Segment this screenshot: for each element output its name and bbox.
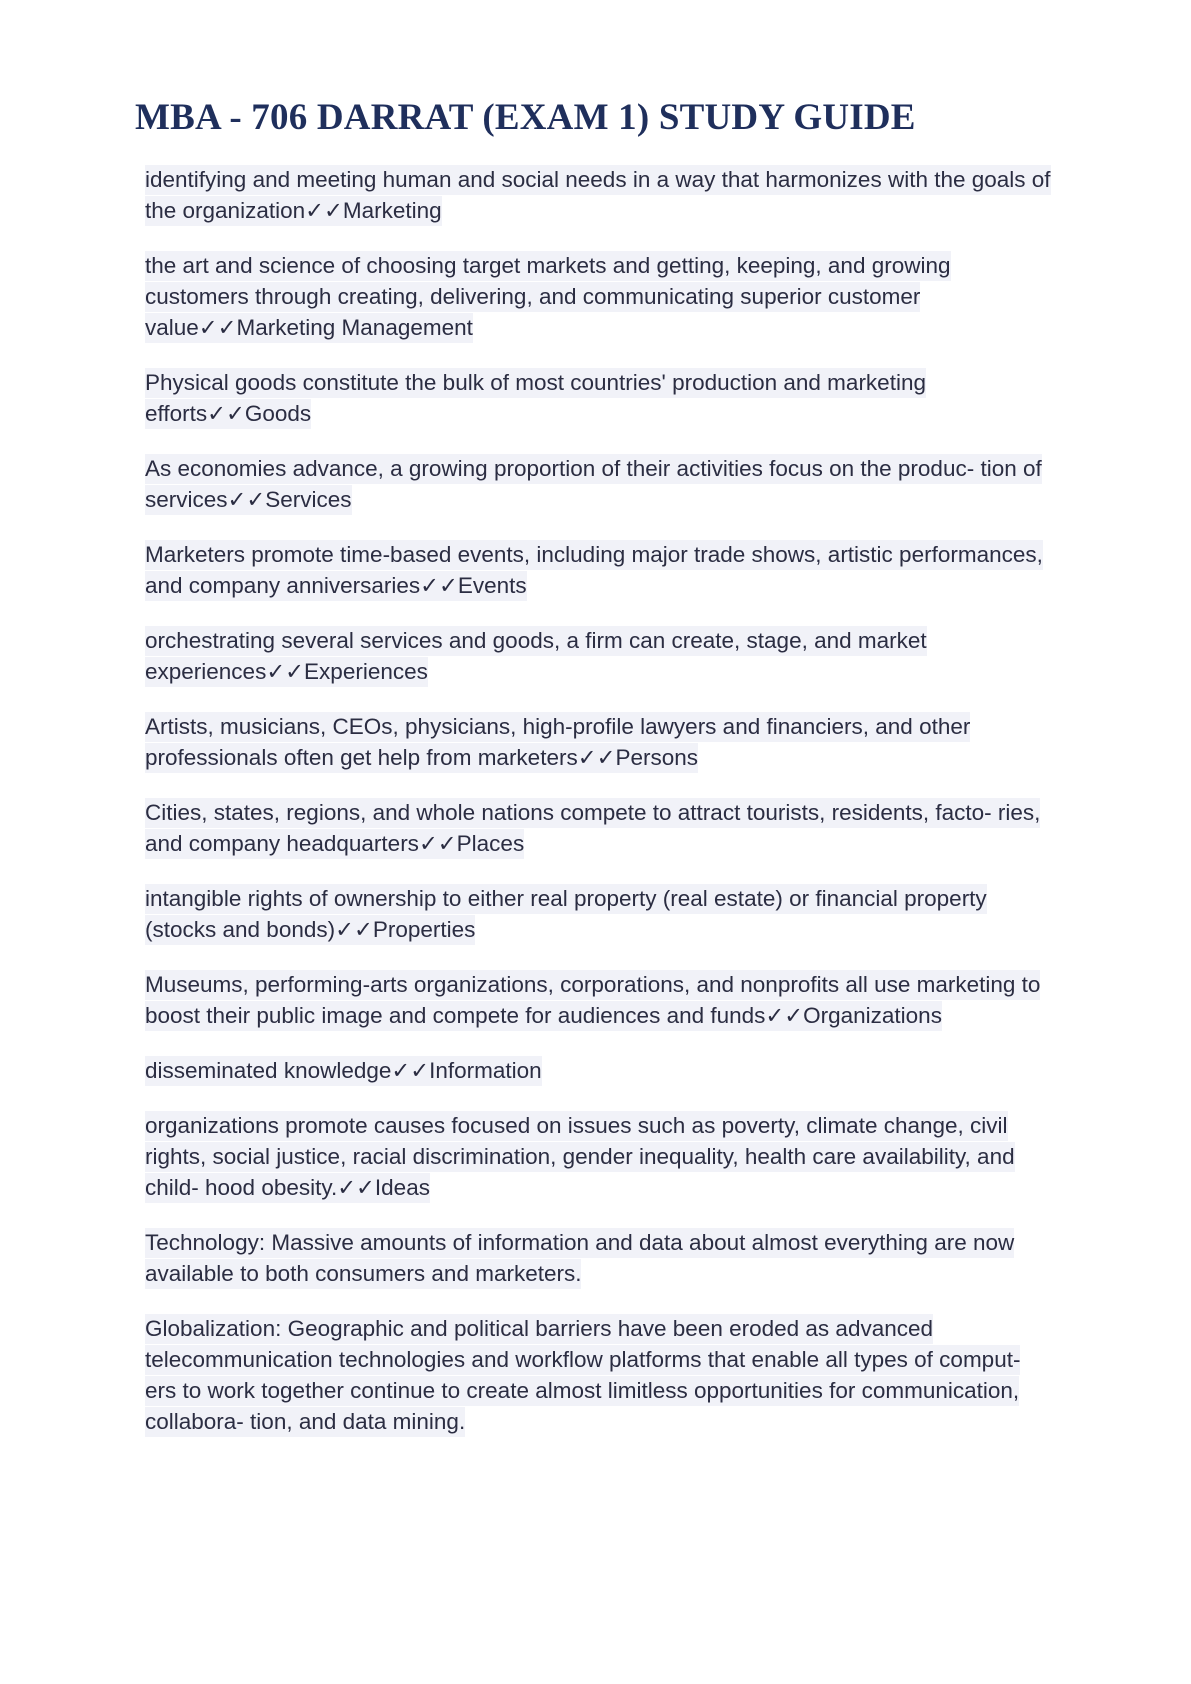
note bbox=[145, 1313, 1055, 1437]
double-check-icon: ✓✓ bbox=[207, 401, 245, 426]
double-check-icon: ✓✓ bbox=[266, 659, 305, 684]
flashcard bbox=[145, 797, 1055, 859]
flashcard-question: the art and science of choosing target markets and getting, keeping, and growing customers through creating, delivering, and communicating superior customer value bbox=[145, 253, 951, 340]
flashcard-question: orchestrating several services and goods, a firm can create, stage, and market experiences bbox=[145, 628, 927, 684]
flashcard bbox=[145, 1110, 1055, 1203]
flashcard-answer: Marketing bbox=[342, 198, 442, 223]
flashcard-answer: Persons bbox=[615, 745, 698, 770]
flashcard-answer: Marketing Management bbox=[236, 315, 473, 340]
note-text: Technology: Massive amounts of information and data about almost everything are now available to both consumers and marketers. bbox=[145, 1228, 1014, 1289]
flashcard-question: Cities, states, regions, and whole nations compete to attract tourists, residents, facto- ries, and company headquarters bbox=[145, 800, 1041, 856]
flashcard-answer: Experiences bbox=[304, 659, 428, 684]
flashcard-answer: Goods bbox=[244, 401, 312, 426]
document-title: MBA - 706 DARRAT (EXAM 1) STUDY GUIDE bbox=[135, 97, 916, 138]
double-check-icon: ✓✓ bbox=[577, 745, 616, 770]
flashcard-answer: Services bbox=[265, 487, 352, 512]
note-text: Globalization: Geographic and political barriers have been eroded as advanced telecommunication technologies and workflow platforms that enable all types of comput- ers to work together continue to create almost limitless opportunities for communication, collabora- tion, and data mining. bbox=[145, 1314, 1020, 1437]
flashcard bbox=[145, 883, 1055, 945]
flashcard-list bbox=[145, 164, 1055, 1461]
double-check-icon: ✓✓ bbox=[198, 315, 237, 340]
flashcard-question: Marketers promote time-based events, including major trade shows, artistic performances, and company anniversaries bbox=[145, 542, 1043, 598]
flashcard-question: Physical goods constitute the bulk of most countries' production and marketing efforts bbox=[145, 370, 926, 426]
double-check-icon: ✓✓ bbox=[335, 917, 373, 942]
flashcard-question: identifying and meeting human and social needs in a way that harmonizes with the goals of the organization bbox=[145, 167, 1051, 223]
flashcard bbox=[145, 539, 1055, 601]
flashcard bbox=[145, 711, 1055, 773]
double-check-icon: ✓✓ bbox=[227, 487, 266, 512]
flashcard bbox=[145, 367, 1055, 429]
flashcard bbox=[145, 250, 1055, 343]
double-check-icon: ✓✓ bbox=[305, 198, 343, 223]
flashcard bbox=[145, 1055, 1055, 1086]
flashcard bbox=[145, 164, 1055, 226]
flashcard-question: As economies advance, a growing proportion of their activities focus on the produc- tion of services bbox=[145, 456, 1042, 512]
flashcard-question: intangible rights of ownership to either real property (real estate) or financial property (stocks and bonds) bbox=[145, 886, 987, 942]
flashcard bbox=[145, 625, 1055, 687]
double-check-icon: ✓✓ bbox=[418, 831, 457, 856]
flashcard bbox=[145, 969, 1055, 1031]
double-check-icon: ✓✓ bbox=[765, 1003, 804, 1028]
flashcard-answer: Places bbox=[456, 831, 525, 856]
flashcard bbox=[145, 453, 1055, 515]
flashcard-question: Museums, performing-arts organizations, corporations, and nonprofits all use marketing to boost their public image and compete for audiences and funds bbox=[145, 972, 1041, 1028]
flashcard-answer: Properties bbox=[372, 917, 476, 942]
flashcard-question: disseminated knowledge bbox=[145, 1058, 392, 1083]
flashcard-question: Artists, musicians, CEOs, physicians, high-profile lawyers and financiers, and other professionals often get help from marketers bbox=[145, 714, 971, 770]
double-check-icon: ✓✓ bbox=[337, 1175, 375, 1200]
flashcard-answer: Ideas bbox=[374, 1175, 430, 1200]
flashcard-answer: Organizations bbox=[803, 1003, 942, 1028]
flashcard-question: organizations promote causes focused on issues such as poverty, climate change, civil rights, social justice, racial discrimination, gender inequality, health care availability, and child- hood obesity. bbox=[145, 1113, 1015, 1200]
double-check-icon: ✓✓ bbox=[391, 1058, 430, 1083]
flashcard-answer: Information bbox=[429, 1058, 542, 1083]
flashcard-answer: Events bbox=[457, 573, 527, 598]
double-check-icon: ✓✓ bbox=[420, 573, 458, 598]
note bbox=[145, 1227, 1055, 1289]
